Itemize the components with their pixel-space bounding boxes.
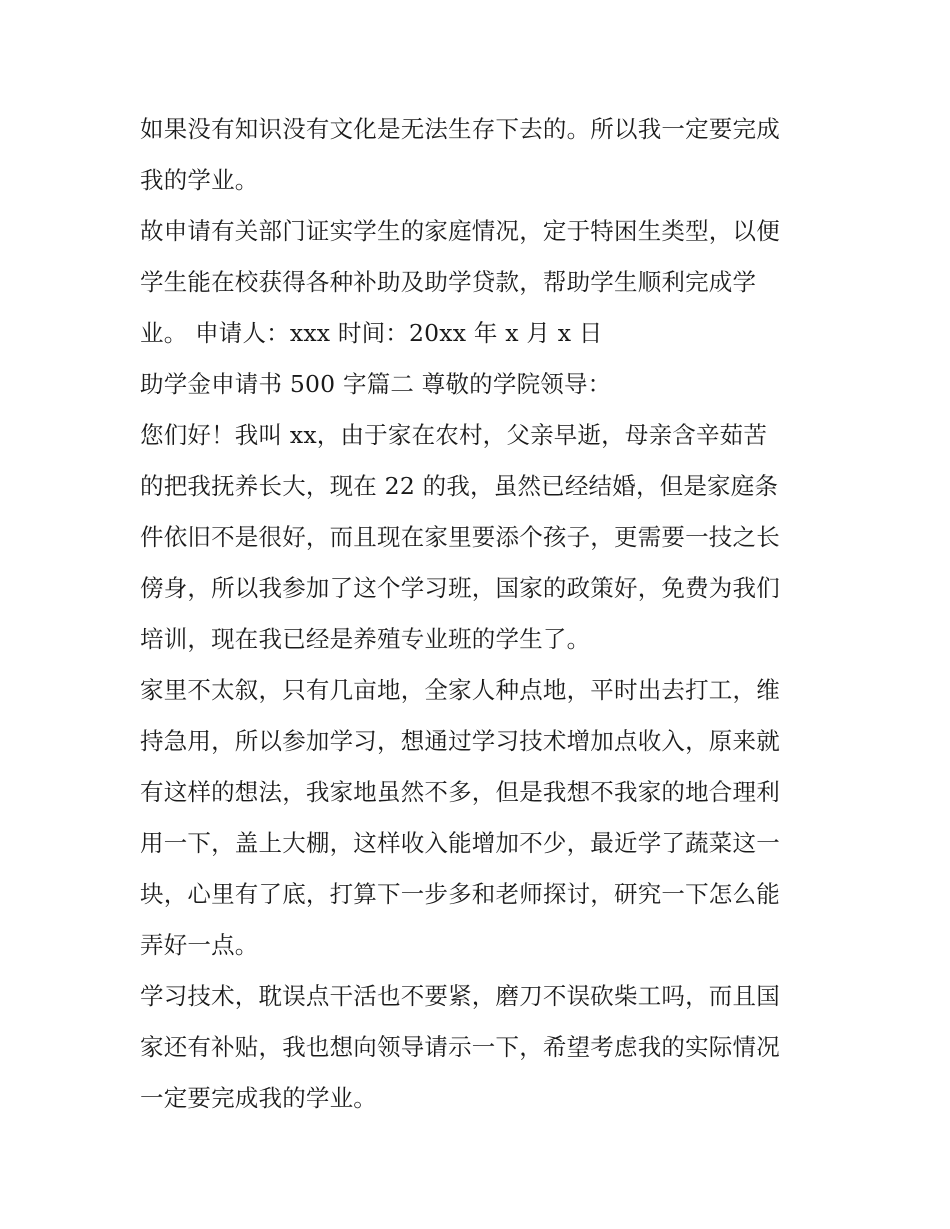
text-line: 一定要完成我的学业。 [140, 1084, 377, 1112]
text-line: 我的学业。 [140, 166, 259, 194]
text-line: 的把我抚养长大，现在 22 的我，虽然已经结婚，但是家庭条 [140, 472, 779, 500]
text-line: 有这样的想法，我家地虽然不多，但是我想不我家的地合理利 [140, 778, 780, 806]
text-line: 您们好！我叫 xx，由于家在农村，父亲早逝，母亲含辛茹苦 [140, 421, 768, 449]
text-line: 学生能在校获得各种补助及助学贷款，帮助学生顺利完成学 [140, 268, 757, 296]
text-line: 傍身，所以我参加了这个学习班，国家的政策好，免费为我们 [140, 574, 780, 602]
text-line: 弄好一点。 [140, 931, 259, 959]
text-line: 故申请有关部门证实学生的家庭情况，定于特困生类型，以便 [140, 217, 780, 245]
text-line: 件依旧不是很好，而且现在家里要添个孩子，更需要一技之长 [140, 523, 780, 551]
text-line: 持急用，所以参加学习，想通过学习技术增加点收入，原来就 [140, 727, 780, 755]
text-line: 学习技术，耽误点干活也不要紧，磨刀不误砍柴工吗，而且国 [140, 982, 780, 1010]
text-line: 用一下，盖上大棚，这样收入能增加不少，最近学了蔬菜这一 [140, 829, 780, 857]
section-heading-line: 助学金申请书 500 字篇二 尊敬的学院领导： [140, 370, 612, 398]
text-line: 业。 申请人：xxx 时间：20xx 年 x 月 x 日 [140, 319, 603, 347]
text-line: 培训，现在我已经是养殖专业班的学生了。 [140, 625, 591, 653]
text-line: 家里不太叙，只有几亩地，全家人种点地，平时出去打工，维 [140, 676, 780, 704]
text-line: 家还有补贴，我也想向领导请示一下，希望考虑我的实际情况 [140, 1033, 780, 1061]
text-line: 如果没有知识没有文化是无法生存下去的。所以我一定要完成 [140, 115, 780, 143]
document-body [140, 104, 820, 1124]
text-line: 块，心里有了底，打算下一步多和老师探讨，研究一下怎么能 [140, 880, 780, 908]
